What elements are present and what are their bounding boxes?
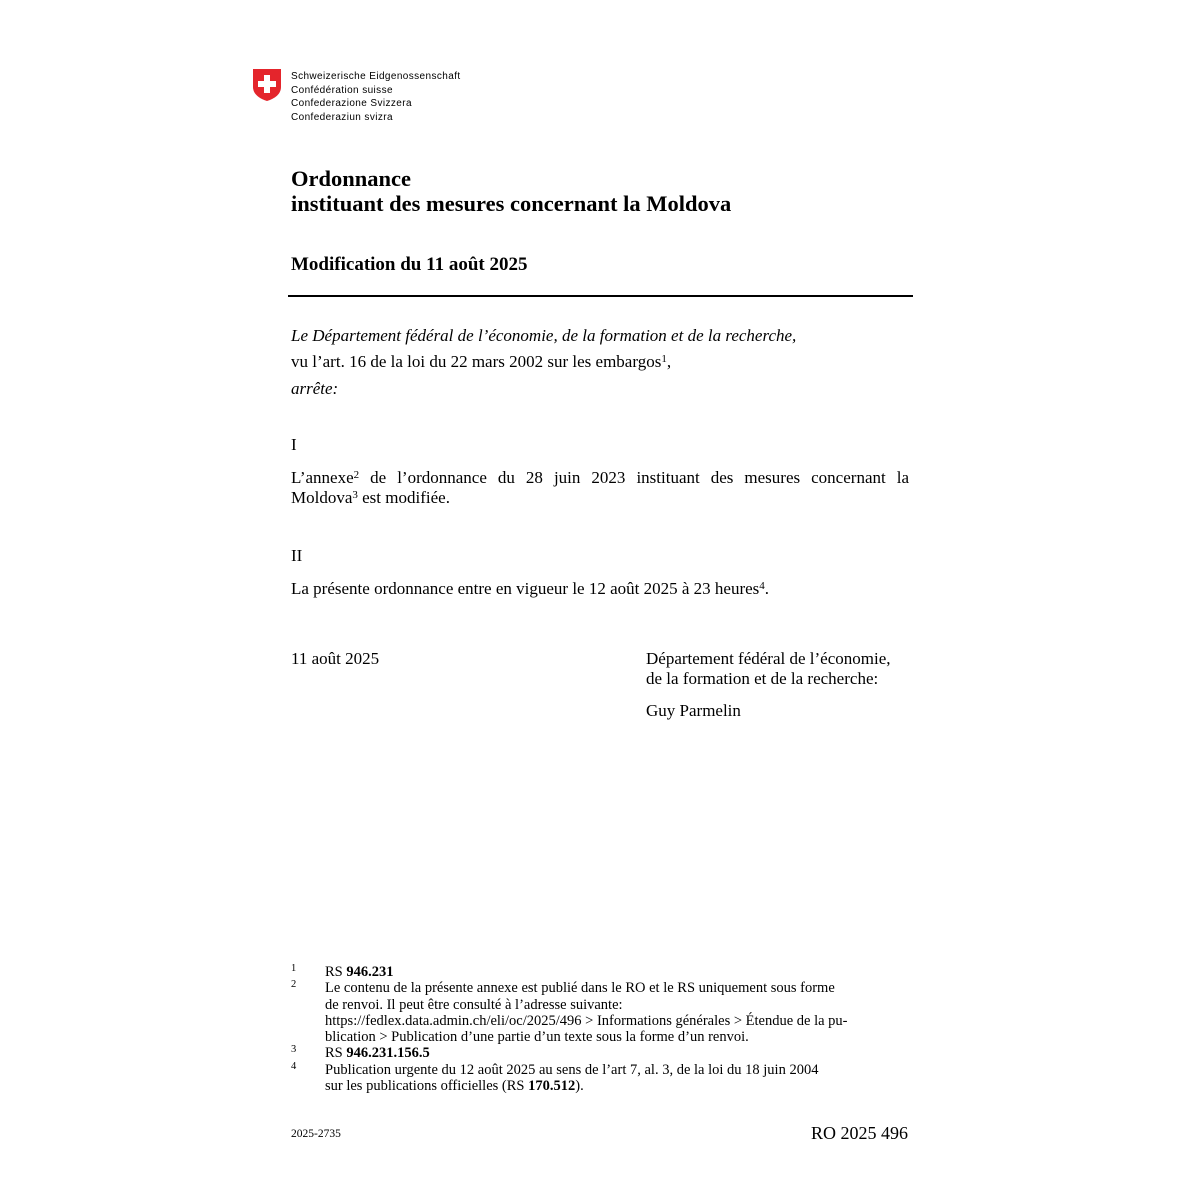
footnote-line: blication > Publication d’une partie d’un texte sous la forme d’un renvoi. (325, 1029, 749, 1046)
footnote-link-line[interactable]: https://fedlex.data.admin.ch/eli/oc/2025/496 > Informations générales > Étendue de la pu- (325, 1012, 848, 1029)
footnote-text (325, 964, 911, 980)
footnote-line: Publication urgente du 12 août 2025 au sens de l’art 7, al. 3, de la loi du 18 juin 2004 (325, 1061, 819, 1078)
swiss-cross-icon (253, 69, 281, 101)
department-line-1: Département fédéral de l’économie, (646, 649, 891, 668)
document-number: 2025-2735 (291, 1128, 341, 1140)
section-1-text-d: est modifiée. (357, 488, 450, 507)
signature-department (646, 649, 890, 689)
modification-date: Modification du 11 août 2025 (291, 254, 528, 275)
section-1-text-a: L’annexe (291, 468, 354, 487)
document-title (291, 166, 731, 216)
footnote-1 (291, 964, 911, 980)
footnote-line-end: ). (575, 1078, 584, 1095)
section-numeral-1: I (291, 435, 297, 454)
footnote-line: de renvoi. Il peut être consulté à l’adresse suivante: (325, 996, 623, 1013)
signatory-name: Guy Parmelin (646, 701, 741, 720)
title-divider (288, 295, 913, 297)
footnote-line (325, 1078, 911, 1094)
footnote-ref-1[interactable]: 1 (661, 353, 667, 365)
section-1-text-c: Moldova (291, 488, 353, 507)
title-line-1: Ordonnance (291, 166, 412, 191)
footnote-number: 3 (291, 1044, 297, 1056)
footnote-ref-2[interactable]: 2 (353, 469, 360, 481)
section-1-text (291, 468, 909, 508)
preamble-authority: Le Département fédéral de l’économie, de la formation et de la recherche, (291, 326, 797, 345)
preamble-basis-end: , (666, 352, 672, 371)
footnote-rs-number: 946.231.156.5 (346, 1045, 430, 1062)
footnote-line-start: sur les publications officielles (RS (325, 1078, 529, 1095)
footnote-ref-4[interactable]: 4 (759, 580, 765, 592)
footnote-rs-number: 946.231 (346, 964, 394, 980)
footnote-number: 4 (291, 1060, 297, 1072)
federation-name-rm: Confederaziun svizra (291, 111, 393, 123)
footnote-number: 1 (291, 963, 297, 974)
section-2-text (291, 579, 769, 599)
footnote-4 (291, 1062, 911, 1095)
preamble-basis-text: vu l’art. 16 de la loi du 22 mars 2002 sur les embargos (291, 352, 662, 371)
signature-date: 11 août 2025 (291, 649, 380, 668)
section-1-line-1 (291, 468, 909, 488)
footnote-number: 2 (291, 979, 297, 991)
footnote-prefix: RS (325, 964, 347, 980)
title-line-2: instituant des mesures concernant la Moldova (291, 191, 732, 216)
footnote-text (325, 1045, 911, 1061)
section-2-text-end: . (764, 579, 770, 598)
federation-name-it: Confederazione Svizzera (291, 98, 412, 109)
federation-name-fr: Confédération suisse (291, 84, 393, 96)
preamble-basis (291, 352, 671, 372)
footnotes (291, 964, 911, 1094)
footnote-3 (291, 1045, 911, 1061)
section-2-text-main: La présente ordonnance entre en vigueur le 12 août 2025 à 23 heures (291, 579, 760, 598)
federation-name-de: Schweizerische Eidgenossenschaft (291, 71, 461, 82)
section-1-text-b: de l’ordonnance du 28 juin 2023 instituant des mesures concernant la (359, 468, 909, 487)
department-line-2: de la formation et de la recherche: (646, 669, 879, 688)
section-numeral-2: II (291, 546, 303, 565)
footnote-2 (291, 980, 911, 1045)
ro-reference: RO 2025 496 (811, 1123, 909, 1143)
footnote-prefix: RS (325, 1045, 347, 1062)
preamble-decrees: arrête: (291, 379, 339, 398)
footnote-line: Le contenu de la présente annexe est publié dans le RO et le RS uniquement sous forme (325, 980, 835, 997)
footnote-rs-number: 170.512 (528, 1078, 576, 1095)
footnote-ref-3[interactable]: 3 (352, 489, 358, 501)
federation-names (291, 70, 461, 124)
